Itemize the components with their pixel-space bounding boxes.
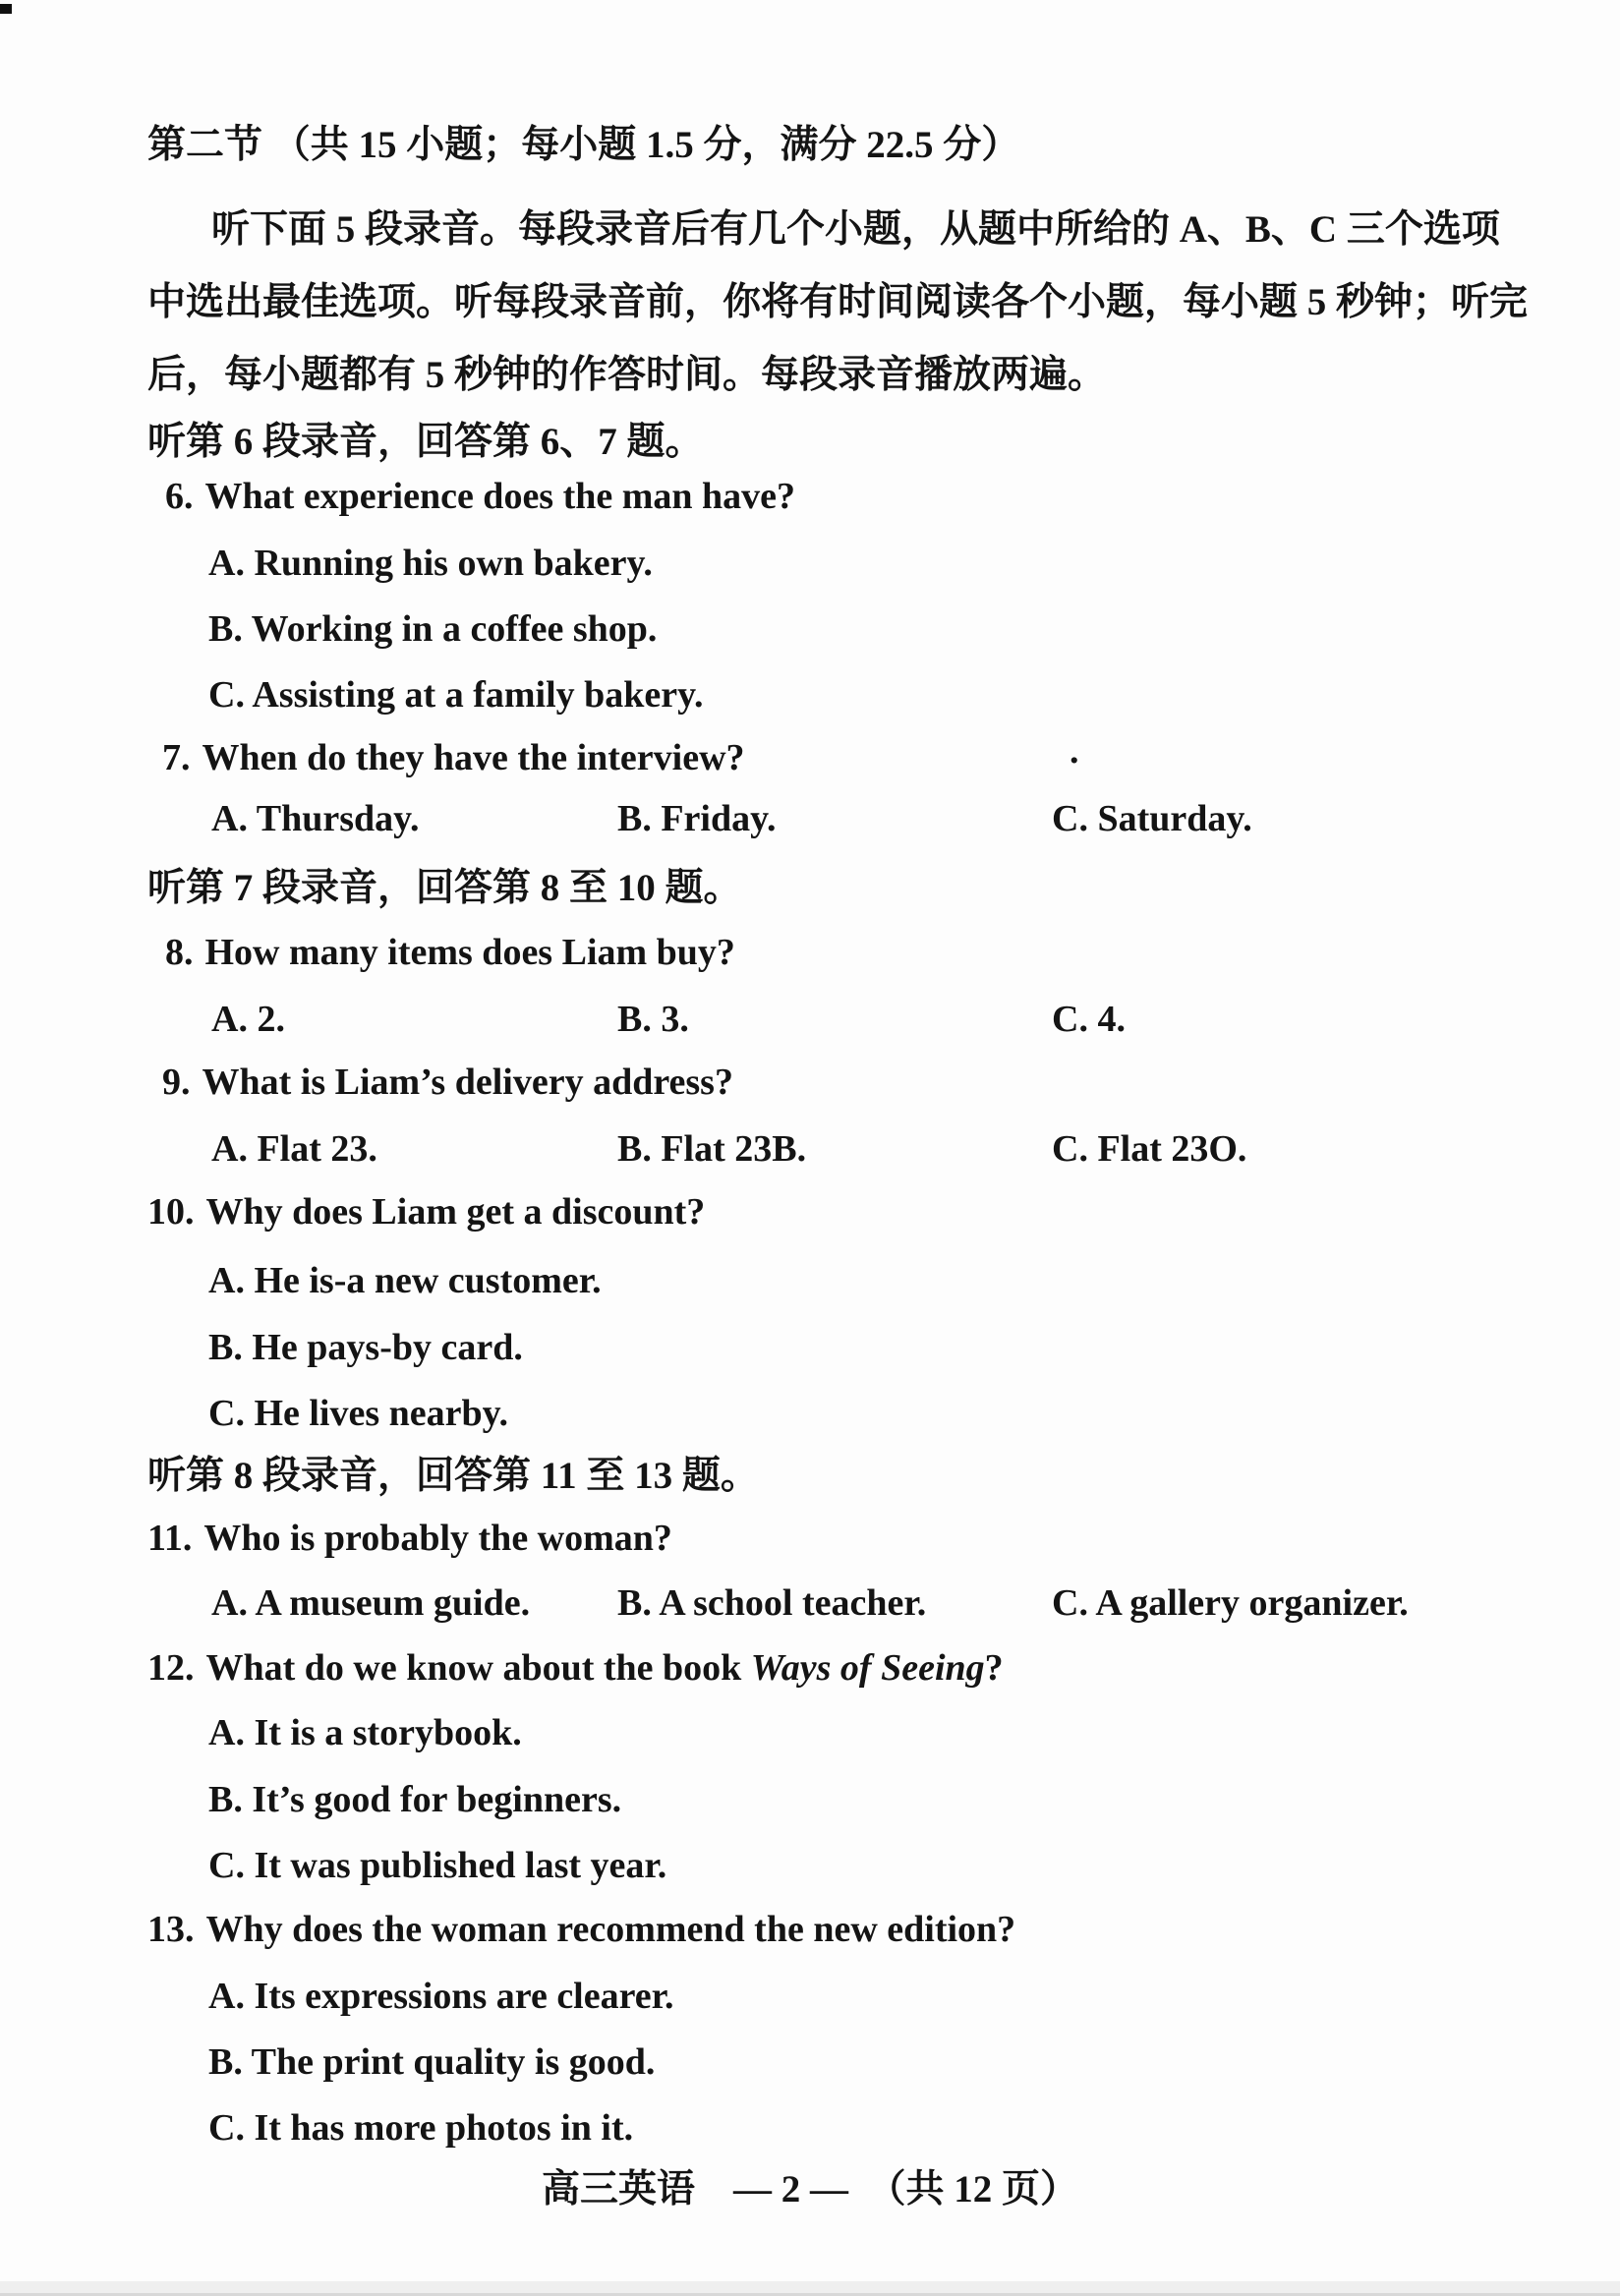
question-10-option-b: B. He pays-by card. bbox=[208, 1327, 523, 1368]
question-9 bbox=[162, 1062, 733, 1105]
question-13 bbox=[147, 1909, 1015, 1952]
question-11-text: Who is probably the woman? bbox=[203, 1518, 672, 1559]
question-8-text: How many items does Liam buy? bbox=[204, 932, 735, 973]
question-7-number: 7. bbox=[162, 737, 191, 778]
question-10-number: 10. bbox=[147, 1191, 195, 1233]
question-13-option-c: C. It has more photos in it. bbox=[208, 2107, 634, 2149]
audio-intro-6-7: 听第 6 段录音，回答第 6、7 题。 bbox=[147, 421, 704, 463]
question-6 bbox=[165, 476, 795, 519]
question-7-option-a: A. Thursday. bbox=[211, 798, 420, 839]
question-9-option-c: C. Flat 23O. bbox=[1052, 1128, 1247, 1170]
question-10-option-a: A. He is-a new customer. bbox=[208, 1260, 602, 1301]
question-11-option-a: A. A museum guide. bbox=[211, 1582, 531, 1624]
audio-intro-8-10: 听第 7 段录音，回答第 8 至 10 题。 bbox=[147, 867, 742, 909]
question-12-option-b: B. It’s good for beginners. bbox=[208, 1779, 622, 1820]
question-6-option-a: A. Running his own bakery. bbox=[208, 543, 653, 584]
question-6-option-b: B. Working in a coffee shop. bbox=[208, 608, 658, 650]
question-7-option-c: C. Saturday. bbox=[1052, 798, 1252, 839]
question-7-options-row bbox=[211, 798, 1252, 841]
question-8-option-c: C. 4. bbox=[1052, 999, 1126, 1040]
instructions-line-1: 听下面 5 段录音。每段录音后有几个小题，从题中所给的 A、B、C 三个选项 bbox=[211, 208, 1500, 251]
question-7-option-b: B. Friday. bbox=[617, 798, 777, 839]
question-8-option-b: B. 3. bbox=[617, 999, 689, 1040]
question-9-number: 9. bbox=[162, 1062, 191, 1103]
question-7 bbox=[162, 737, 745, 780]
question-12-option-a: A. It is a storybook. bbox=[208, 1712, 522, 1753]
question-10-option-c: C. He lives nearby. bbox=[208, 1393, 509, 1434]
question-6-number: 6. bbox=[165, 476, 194, 517]
instructions-line-2: 中选出最佳选项。听每段录音前，你将有时间阅读各个小题，每小题 5 秒钟；听完 bbox=[147, 281, 1529, 323]
question-12-number: 12. bbox=[147, 1647, 195, 1689]
question-7-text: When do they have the interview? bbox=[202, 737, 745, 778]
scan-corner-mark bbox=[0, 4, 12, 14]
question-13-text: Why does the woman recommend the new edition? bbox=[205, 1909, 1016, 1950]
audio-intro-11-13: 听第 8 段录音，回答第 11 至 13 题。 bbox=[147, 1455, 759, 1497]
section-heading: 第二节 （共 15 小题；每小题 1.5 分，满分 22.5 分） bbox=[147, 124, 1020, 166]
question-9-options-row bbox=[211, 1128, 1246, 1172]
question-9-option-b: B. Flat 23B. bbox=[617, 1128, 807, 1170]
question-12 bbox=[147, 1647, 1004, 1691]
page-footer: 高三英语 — 2 — （共 12 页） bbox=[541, 2168, 1078, 2210]
question-12-book-title: Ways of Seeing bbox=[750, 1647, 985, 1689]
question-8-number: 8. bbox=[165, 932, 194, 973]
question-9-option-a: A. Flat 23. bbox=[211, 1128, 377, 1170]
question-9-text: What is Liam’s delivery address? bbox=[202, 1062, 733, 1103]
question-12-option-c: C. It was published last year. bbox=[208, 1845, 667, 1886]
question-10-text: Why does Liam get a discount? bbox=[205, 1191, 706, 1233]
question-8-option-a: A. 2. bbox=[211, 999, 285, 1040]
question-8 bbox=[165, 932, 735, 975]
question-10 bbox=[147, 1191, 705, 1234]
question-11-number: 11. bbox=[147, 1518, 193, 1559]
question-11-option-c: C. A gallery organizer. bbox=[1052, 1582, 1409, 1624]
question-12-text-suffix: ? bbox=[984, 1647, 1004, 1689]
question-13-number: 13. bbox=[147, 1909, 195, 1950]
stray-dot-artifact: . bbox=[1070, 730, 1079, 772]
question-11 bbox=[147, 1518, 672, 1561]
question-6-option-c: C. Assisting at a family bakery. bbox=[208, 674, 704, 716]
question-8-options-row bbox=[211, 999, 1126, 1042]
instructions-line-3: 后，每小题都有 5 秒钟的作答时间。每段录音播放两遍。 bbox=[147, 354, 1107, 396]
question-13-option-a: A. Its expressions are clearer. bbox=[208, 1976, 674, 2017]
scan-edge-shadow bbox=[0, 2281, 1620, 2296]
question-11-option-b: B. A school teacher. bbox=[617, 1582, 927, 1624]
question-11-options-row bbox=[211, 1582, 1409, 1626]
question-13-option-b: B. The print quality is good. bbox=[208, 2041, 656, 2083]
question-12-text-prefix: What do we know about the book bbox=[205, 1647, 751, 1689]
question-6-text: What experience does the man have? bbox=[204, 476, 796, 517]
